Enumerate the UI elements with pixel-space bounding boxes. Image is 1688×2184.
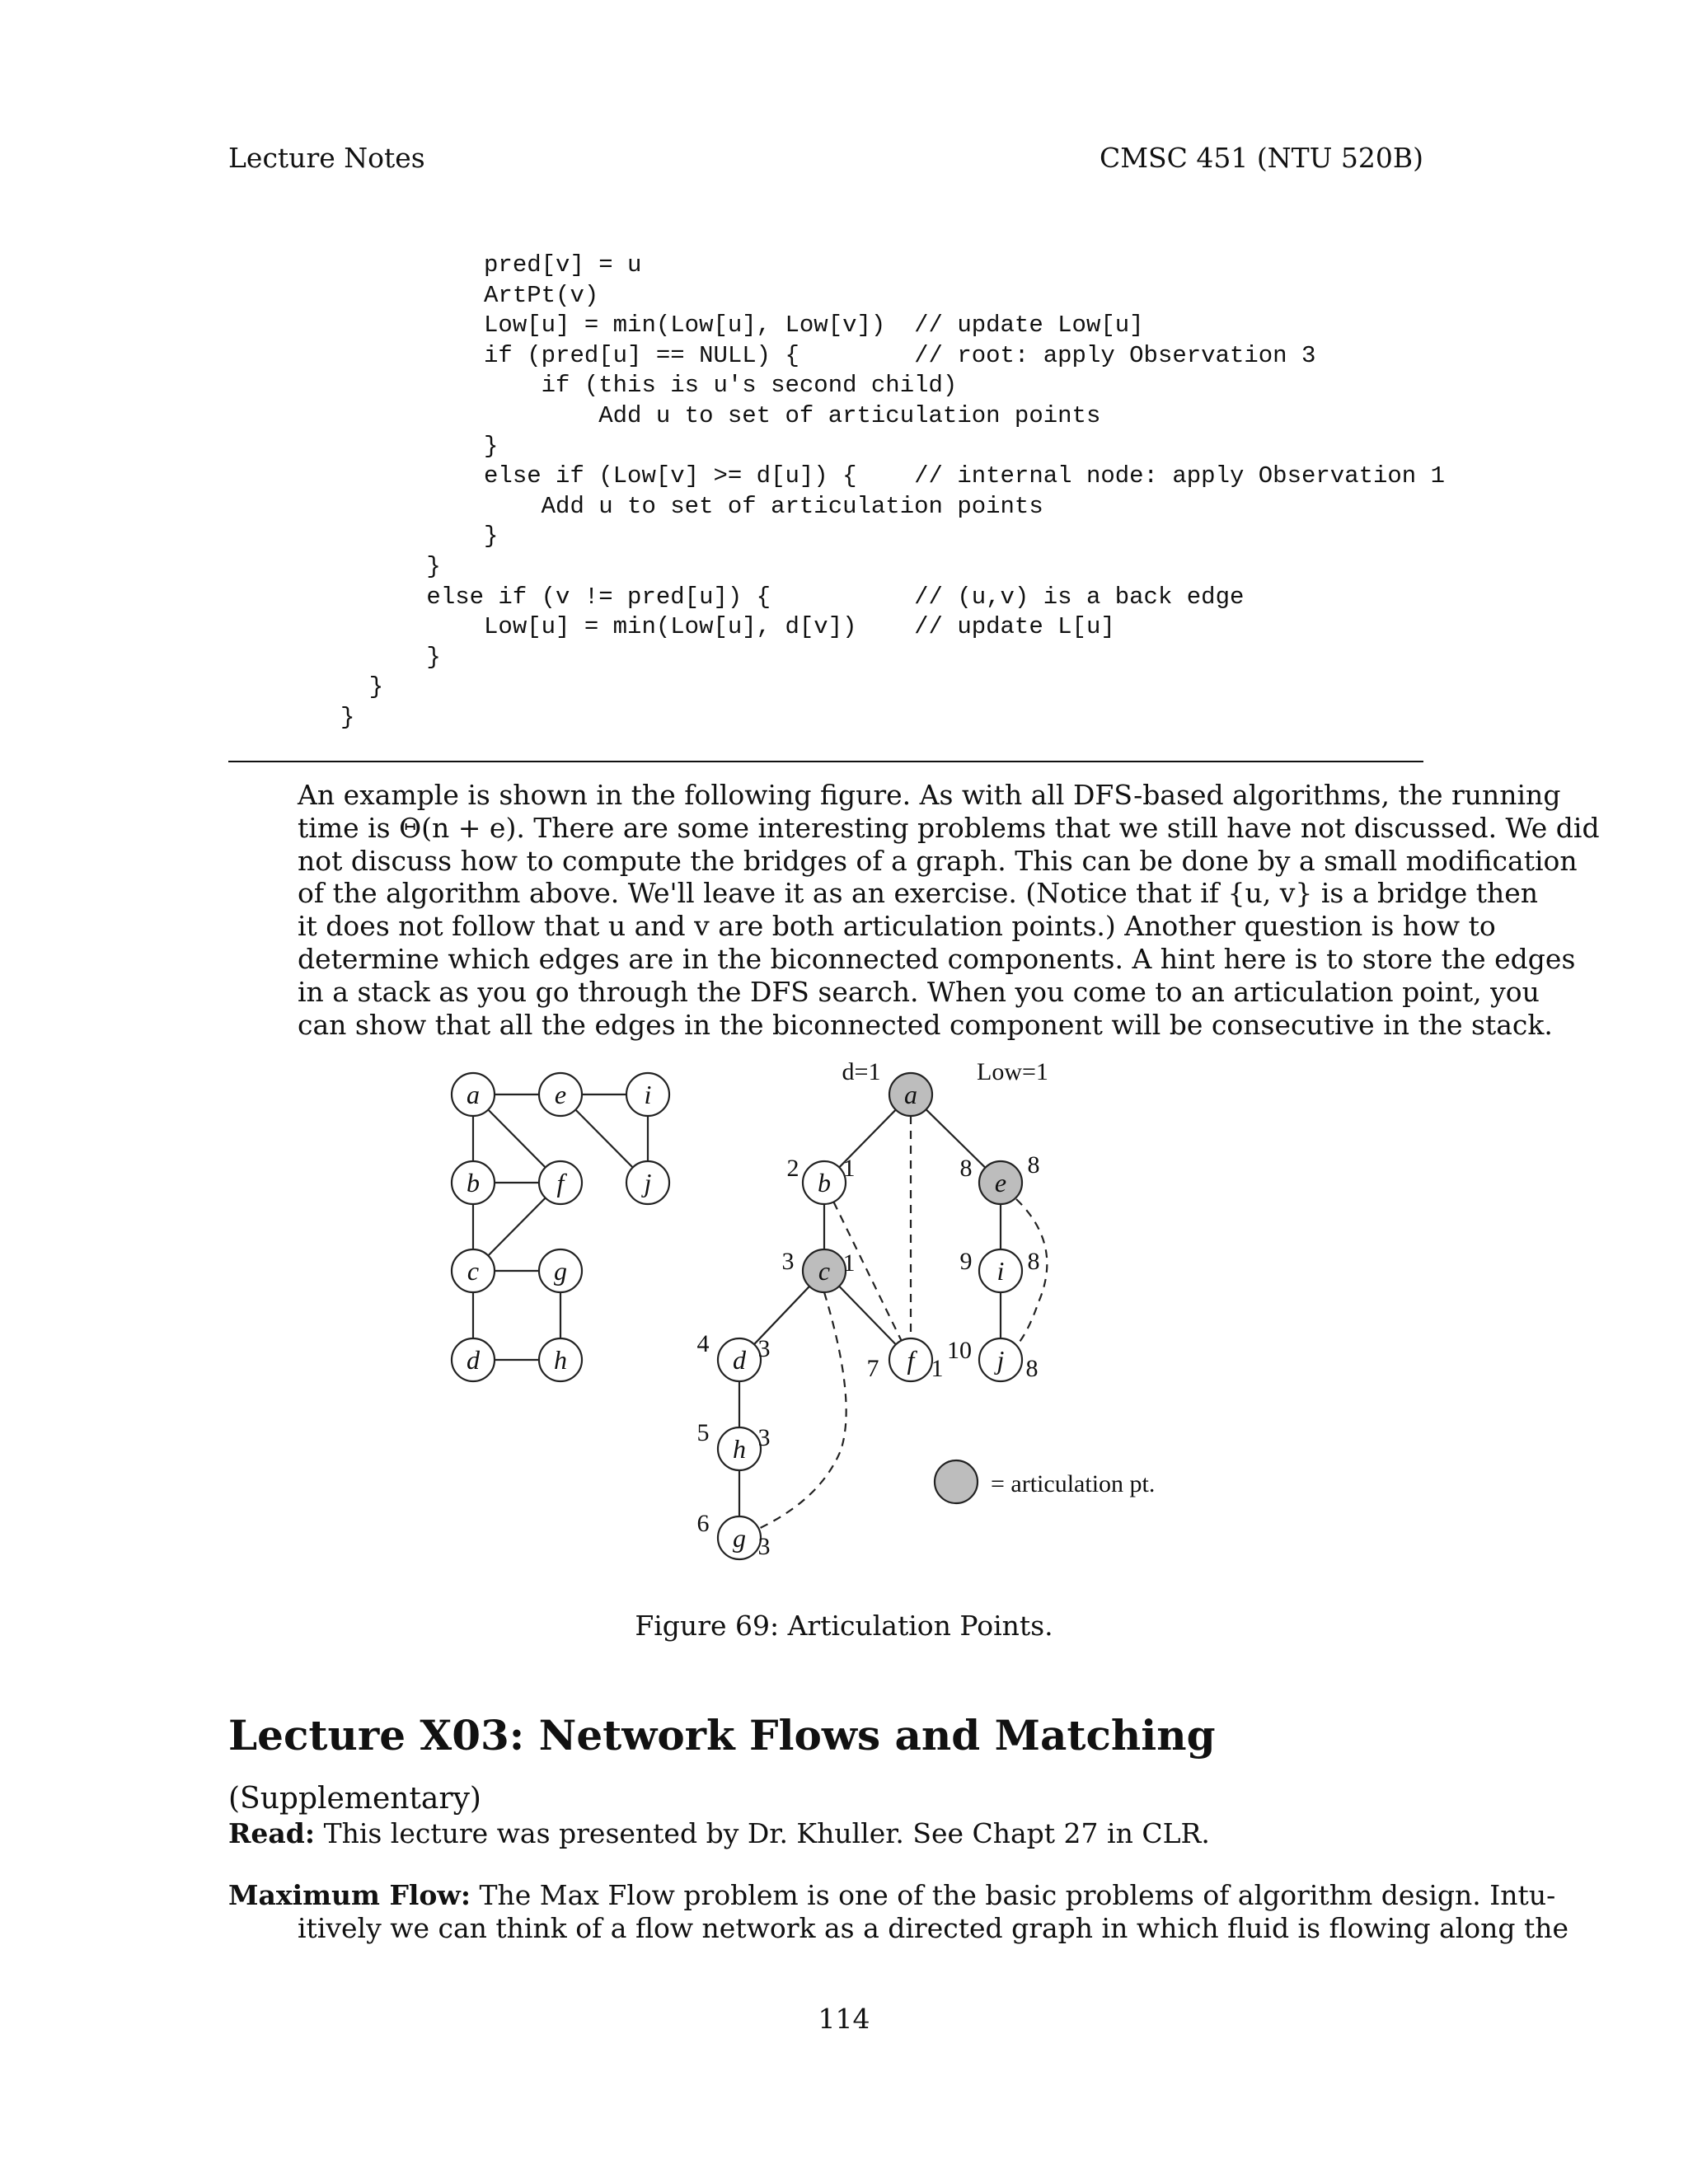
tree-node-g-d: 6 xyxy=(696,1510,710,1537)
code-line: } xyxy=(340,552,441,580)
graph-node-h-label: h xyxy=(554,1345,567,1375)
code-line: } xyxy=(340,673,384,701)
graph-node-c-label: c xyxy=(467,1256,480,1286)
tree-node-h-label: h xyxy=(733,1434,746,1464)
section-divider xyxy=(228,761,1423,762)
running-header-left: Lecture Notes xyxy=(228,142,425,174)
lecture-title: Lecture X03: Network Flows and Matching xyxy=(228,1711,1216,1760)
maxflow-line-1 xyxy=(228,1879,1556,1912)
tree-node-g-low: 3 xyxy=(757,1533,771,1560)
tree-node-e-d: 8 xyxy=(959,1155,973,1182)
tree-node-j-d: 10 xyxy=(947,1337,972,1364)
graph-node-d-label: d xyxy=(467,1345,480,1375)
articulation-points-figure xyxy=(412,1055,1236,1599)
graph-edge-ej xyxy=(575,1109,632,1167)
tree-node-f-label: f xyxy=(907,1345,915,1375)
graph-node-i-label: i xyxy=(644,1080,652,1109)
graph-node-e-label: e xyxy=(554,1080,567,1109)
tree-node-b-label: b xyxy=(818,1168,831,1197)
maxflow-line-2: itively we can think of a flow network as a directed graph in which fluid is flowing along the xyxy=(298,1912,1569,1944)
paragraph-line: of the algorithm above. We'll leave it as an exercise. (Notice that if {u, v} is a bridge then xyxy=(298,877,1539,910)
graph-edge-cf xyxy=(488,1197,545,1255)
graph-node-f-label: f xyxy=(556,1168,565,1197)
read-text: This lecture was presented by Dr. Khuller. See Chapt 27 in CLR. xyxy=(323,1817,1210,1849)
code-line: } xyxy=(340,523,499,551)
tree-node-j-label: j xyxy=(996,1345,1005,1375)
tree-node-d-d: 4 xyxy=(696,1330,710,1357)
tree-node-i-low: 8 xyxy=(1027,1248,1040,1275)
paragraph-line: An example is shown in the following figure. As with all DFS-based algorithms, the running xyxy=(298,779,1561,811)
tree-node-c-d: 3 xyxy=(781,1248,795,1275)
tree-node-i-label: i xyxy=(996,1256,1005,1286)
tree-node-e-low: 8 xyxy=(1027,1151,1040,1179)
root-d-label: d=1 xyxy=(842,1058,881,1085)
code-line: } xyxy=(340,703,355,731)
legend-swatch xyxy=(935,1460,978,1503)
graph-edge-af xyxy=(488,1109,545,1167)
code-line: else if (v != pred[u]) { // (u,v) is a back edge xyxy=(340,583,1245,611)
paragraph-line: determine which edges are in the biconnected components. A hint here is to store the edges xyxy=(298,942,1576,975)
paragraph-line: in a stack as you go through the DFS search. When you come to an articulation point, you xyxy=(298,975,1540,1008)
body-paragraph xyxy=(298,779,1600,1041)
code-line: pred[v] = u xyxy=(340,251,642,279)
tree-node-b-low: 1 xyxy=(842,1155,856,1182)
code-line: else if (Low[v] >= d[u]) { // internal node: apply Observation 1 xyxy=(340,462,1446,490)
legend-label: = articulation pt. xyxy=(991,1470,1156,1497)
tree-node-b-d: 2 xyxy=(786,1155,799,1182)
tree-node-f-low: 1 xyxy=(931,1355,944,1382)
tree-edge-ae xyxy=(926,1109,986,1168)
code-line: Add u to set of articulation points xyxy=(340,401,1101,429)
graph-node-g-label: g xyxy=(554,1256,567,1286)
tree-node-d-low: 3 xyxy=(757,1335,771,1362)
tree-edge-cf xyxy=(839,1286,896,1345)
tree-node-d-label: d xyxy=(733,1345,746,1375)
page-number: 114 xyxy=(818,2003,870,2035)
graph-node-j-label: j xyxy=(644,1168,652,1197)
paragraph-line: time is Θ(n + e). There are some interesting problems that we still have not discussed. We did xyxy=(298,811,1600,844)
graph-node-a-label: a xyxy=(467,1080,480,1109)
tree-node-h-d: 5 xyxy=(696,1419,710,1446)
tree-node-c-low: 1 xyxy=(842,1249,856,1277)
maximum-flow-paragraph xyxy=(228,1879,1569,1945)
read-label: Read: xyxy=(228,1817,316,1849)
pseudocode-block xyxy=(340,251,1445,733)
tree-node-g-label: g xyxy=(733,1523,746,1553)
code-line: if (pred[u] == NULL) { // root: apply Observation 3 xyxy=(340,341,1316,369)
tree-node-j-low: 8 xyxy=(1025,1355,1039,1382)
root-low-label: Low=1 xyxy=(977,1058,1048,1085)
figure-caption: Figure 69: Articulation Points. xyxy=(635,1610,1053,1642)
code-line: ArtPt(v) xyxy=(340,281,599,309)
code-line: } xyxy=(340,432,499,460)
code-line: Low[u] = min(Low[u], Low[v]) // update Low[u] xyxy=(340,312,1144,340)
tree-node-i-d: 9 xyxy=(959,1248,973,1275)
tree-node-f-d: 7 xyxy=(866,1355,879,1382)
maxflow-label: Maximum Flow: xyxy=(228,1879,471,1911)
supplementary-note: (Supplementary) xyxy=(228,1782,481,1816)
code-line: if (this is u's second child) xyxy=(340,372,958,400)
tree-node-c-label: c xyxy=(818,1256,831,1286)
paragraph-line: it does not follow that u and v are both articulation points.) Another question is how to xyxy=(298,910,1496,943)
tree-node-h-low: 3 xyxy=(757,1424,771,1451)
code-line: Add u to set of articulation points xyxy=(340,492,1043,520)
code-line: } xyxy=(340,643,441,671)
tree-node-e-label: e xyxy=(994,1168,1007,1197)
paragraph-line: not discuss how to compute the bridges of a graph. This can be done by a small modification xyxy=(298,844,1578,877)
paragraph-line: can show that all the edges in the biconnected component will be consecutive in the stack. xyxy=(298,1008,1553,1041)
read-note xyxy=(228,1817,1210,1849)
code-line: Low[u] = min(Low[u], d[v]) // update L[u] xyxy=(340,613,1115,641)
tree-node-a-label: a xyxy=(904,1080,917,1109)
running-header-right: CMSC 451 (NTU 520B) xyxy=(1099,142,1423,174)
graph-node-b-label: b xyxy=(467,1168,480,1197)
maxflow-text-1: The Max Flow problem is one of the basic problems of algorithm design. Intu- xyxy=(479,1879,1556,1911)
